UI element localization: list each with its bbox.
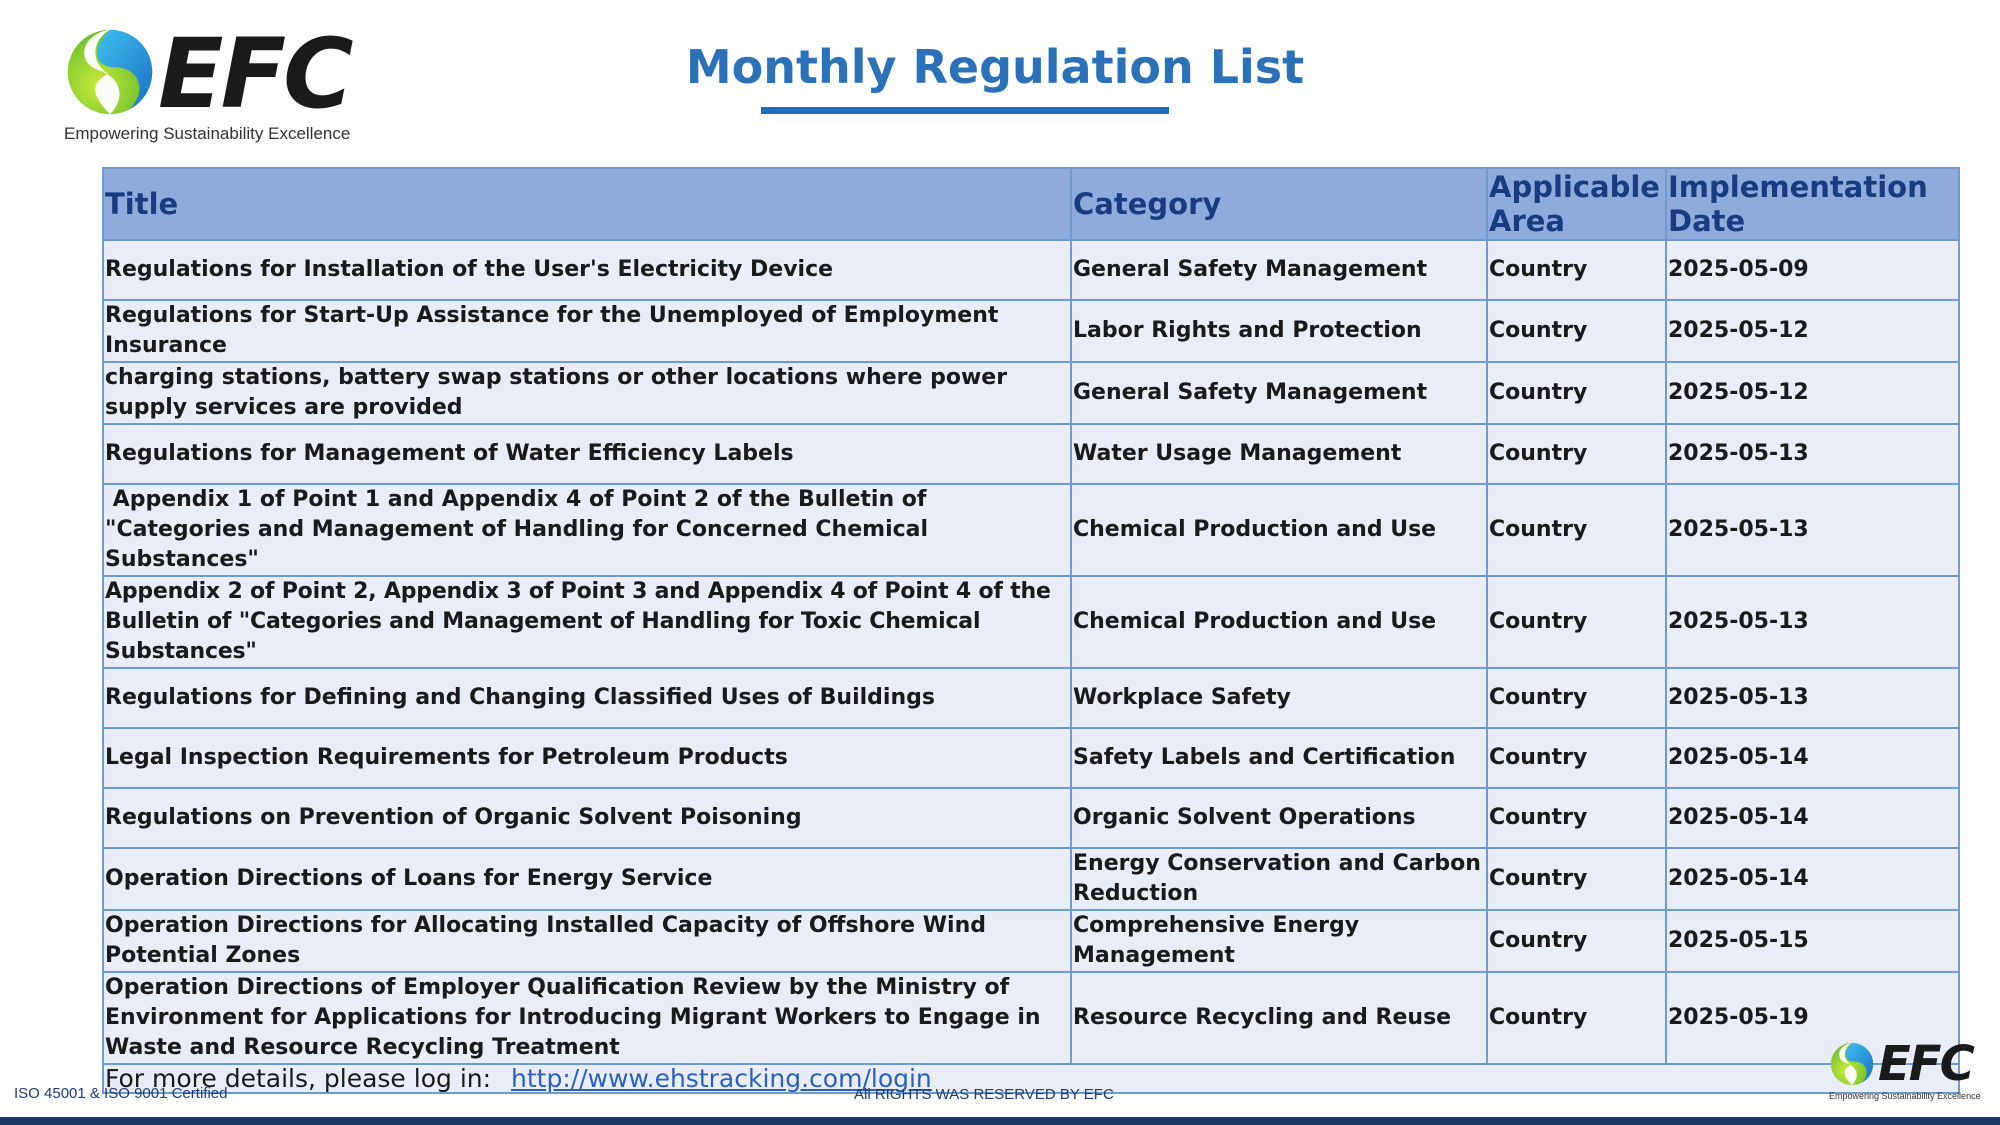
cell-title: Legal Inspection Requirements for Petroleum Products	[103, 728, 1071, 788]
cell-date: 2025-05-09	[1666, 240, 1959, 300]
cell-category: Water Usage Management	[1071, 424, 1487, 484]
cell-title: Appendix 2 of Point 2, Appendix 3 of Point 3 and Appendix 4 of Point 4 of the Bulletin of "Categories and Management of Handling for Toxic Chemical Substances"	[103, 576, 1071, 668]
cell-date: 2025-05-14	[1666, 848, 1959, 910]
cell-title: Regulations for Defining and Changing Classified Uses of Buildings	[103, 668, 1071, 728]
cell-date: 2025-05-15	[1666, 910, 1959, 972]
page-title: Monthly Regulation List	[685, 40, 1305, 94]
logo-wordmark: EFC	[158, 18, 351, 130]
table-header-row	[103, 168, 1959, 240]
cell-date: 2025-05-13	[1666, 484, 1959, 576]
table-row	[103, 484, 1959, 576]
cell-title: Regulations for Management of Water Efficiency Labels	[103, 424, 1071, 484]
login-link[interactable]: http://www.ehstracking.com/login	[511, 1064, 932, 1093]
column-header-date: Implementation Date	[1666, 168, 1959, 240]
cell-title: charging stations, battery swap stations or other locations where power supply services are provided	[103, 362, 1071, 424]
cell-title: Operation Directions of Loans for Energy Service	[103, 848, 1071, 910]
column-header-title: Title	[103, 168, 1071, 240]
cell-category: Safety Labels and Certification	[1071, 728, 1487, 788]
table-row	[103, 668, 1959, 728]
globe-logo-icon	[1828, 1040, 1876, 1088]
cell-area: Country	[1487, 424, 1666, 484]
efc-logo-small	[1828, 1036, 1984, 1104]
cell-date: 2025-05-12	[1666, 300, 1959, 362]
cell-area: Country	[1487, 576, 1666, 668]
column-header-area: Applicable Area	[1487, 168, 1666, 240]
logo-tagline: Empowering Sustainability Excellence	[1829, 1091, 1981, 1101]
cell-category: General Safety Management	[1071, 362, 1487, 424]
table-row	[103, 424, 1959, 484]
table-row	[103, 788, 1959, 848]
column-header-category: Category	[1071, 168, 1487, 240]
cell-area: Country	[1487, 300, 1666, 362]
cell-area: Country	[1487, 668, 1666, 728]
cell-area: Country	[1487, 362, 1666, 424]
cell-date: 2025-05-14	[1666, 728, 1959, 788]
cell-title: Operation Directions of Employer Qualification Review by the Ministry of Environment for Applications for Introducing Migrant Workers to Engage in Waste and Resource Recycling Treatment	[103, 972, 1071, 1064]
rights-text: All RIGHTS WAS RESERVED BY EFC	[854, 1086, 1114, 1103]
cell-title: Regulations on Prevention of Organic Solvent Poisoning	[103, 788, 1071, 848]
table-row	[103, 972, 1959, 1064]
cell-date: 2025-05-13	[1666, 668, 1959, 728]
regulation-table	[102, 167, 1960, 1094]
cell-area: Country	[1487, 240, 1666, 300]
cell-area: Country	[1487, 848, 1666, 910]
table-row	[103, 362, 1959, 424]
cell-category: Organic Solvent Operations	[1071, 788, 1487, 848]
cell-category: Comprehensive Energy Management	[1071, 910, 1487, 972]
table-row	[103, 728, 1959, 788]
cell-date: 2025-05-14	[1666, 788, 1959, 848]
cell-category: Labor Rights and Protection	[1071, 300, 1487, 362]
certification-text: ISO 45001 & ISO 9001 Certified	[14, 1085, 228, 1102]
cell-area: Country	[1487, 484, 1666, 576]
table-row	[103, 910, 1959, 972]
cell-area: Country	[1487, 728, 1666, 788]
cell-area: Country	[1487, 910, 1666, 972]
cell-category: Workplace Safety	[1071, 668, 1487, 728]
bottom-bar	[0, 1117, 2000, 1125]
cell-title: Appendix 1 of Point 1 and Appendix 4 of Point 2 of the Bulletin of "Categories and Management of Handling for Concerned Chemical Substances"	[103, 484, 1071, 576]
cell-category: Energy Conservation and Carbon Reduction	[1071, 848, 1487, 910]
logo-tagline: Empowering Sustainability Excellence	[64, 124, 351, 143]
logo-wordmark: EFC	[1878, 1036, 1973, 1092]
cell-title: Operation Directions for Allocating Installed Capacity of Offshore Wind Potential Zones	[103, 910, 1071, 972]
cell-area: Country	[1487, 788, 1666, 848]
cell-date: 2025-05-12	[1666, 362, 1959, 424]
title-underline	[761, 107, 1169, 114]
table-row	[103, 848, 1959, 910]
cell-category: Chemical Production and Use	[1071, 484, 1487, 576]
cell-date: 2025-05-19	[1666, 972, 1959, 1064]
table-row	[103, 300, 1959, 362]
table-row	[103, 576, 1959, 668]
cell-category: Resource Recycling and Reuse	[1071, 972, 1487, 1064]
cell-area: Country	[1487, 972, 1666, 1064]
table-row	[103, 240, 1959, 300]
cell-category: Chemical Production and Use	[1071, 576, 1487, 668]
cell-category: General Safety Management	[1071, 240, 1487, 300]
cell-date: 2025-05-13	[1666, 576, 1959, 668]
cell-title: Regulations for Start-Up Assistance for the Unemployed of Employment Insurance	[103, 300, 1071, 362]
cell-date: 2025-05-13	[1666, 424, 1959, 484]
login-note-text: For more details, please log in:	[105, 1064, 492, 1093]
cell-title: Regulations for Installation of the User's Electricity Device	[103, 240, 1071, 300]
